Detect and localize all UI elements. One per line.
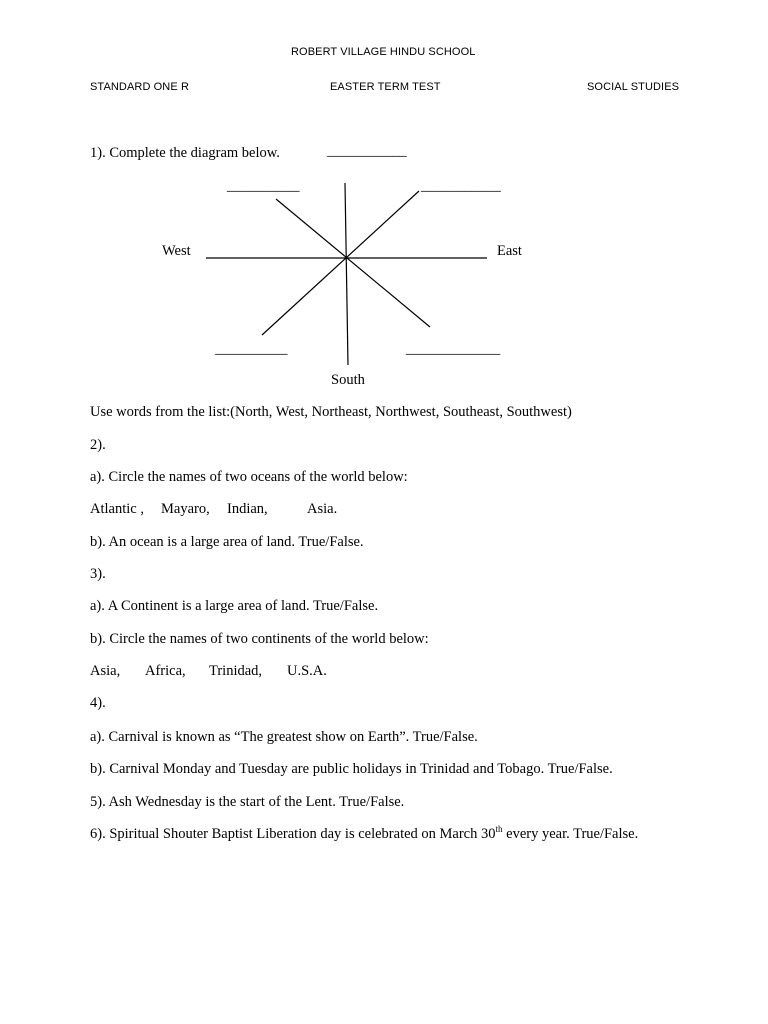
q3-option: Trinidad, — [209, 663, 263, 679]
test-name: EASTER TERM TEST — [330, 81, 441, 93]
q4-number: 4). — [90, 695, 106, 711]
blank-north: ___________ — [327, 143, 407, 159]
q6-text: 6). Spiritual Shouter Baptist Liberation day is celebrated on March 30 — [90, 826, 496, 842]
q3-option: U.S.A. — [287, 663, 327, 679]
q2-a: a). Circle the names of two oceans of the world below: — [90, 469, 408, 485]
compass-line-northwest-southeast — [276, 199, 430, 327]
blank-northwest: __________ — [227, 178, 300, 194]
q3-option: Asia, — [90, 663, 121, 679]
school-name: ROBERT VILLAGE HINDU SCHOOL — [291, 46, 476, 58]
q2-option: Mayaro, — [161, 501, 210, 517]
q2-number: 2). — [90, 437, 106, 453]
q6 — [90, 826, 638, 843]
q1-prompt: 1). Complete the diagram below. — [90, 145, 280, 161]
blank-northeast: ___________ — [421, 178, 501, 194]
label-west: West — [162, 243, 191, 259]
q5: 5). Ash Wednesday is the start of the Lent. True/False. — [90, 794, 405, 810]
blank-southeast: _____________ — [406, 341, 501, 357]
q2-option: Asia. — [307, 501, 338, 517]
compass-line-northeast-southwest — [262, 191, 419, 335]
q3-option: Africa, — [145, 663, 186, 679]
q2-option: Atlantic , — [90, 501, 144, 517]
label-south: South — [331, 372, 365, 388]
blank-southwest: __________ — [215, 341, 288, 357]
q2-option: Indian, — [227, 501, 268, 517]
compass-line-north-south — [345, 183, 348, 365]
q3-a: a). A Continent is a large area of land. True/False. — [90, 598, 379, 614]
q2-b: b). An ocean is a large area of land. True/False. — [90, 534, 364, 550]
q3-number: 3). — [90, 566, 106, 582]
q1-instruction: Use words from the list:(North, West, Northeast, Northwest, Southeast, Southwest) — [90, 404, 572, 420]
label-east: East — [497, 243, 522, 259]
subject-name: SOCIAL STUDIES — [587, 81, 680, 93]
q6-text-end: every year. True/False. — [502, 826, 639, 842]
class-name: STANDARD ONE R — [90, 81, 189, 93]
q6-superscript: th — [495, 824, 503, 834]
q4-a: a). Carnival is known as “The greatest show on Earth”. True/False. — [90, 729, 478, 745]
q3-b: b). Circle the names of two continents of the world below: — [90, 631, 429, 647]
q4-b: b). Carnival Monday and Tuesday are public holidays in Trinidad and Tobago. True/False. — [90, 761, 613, 777]
